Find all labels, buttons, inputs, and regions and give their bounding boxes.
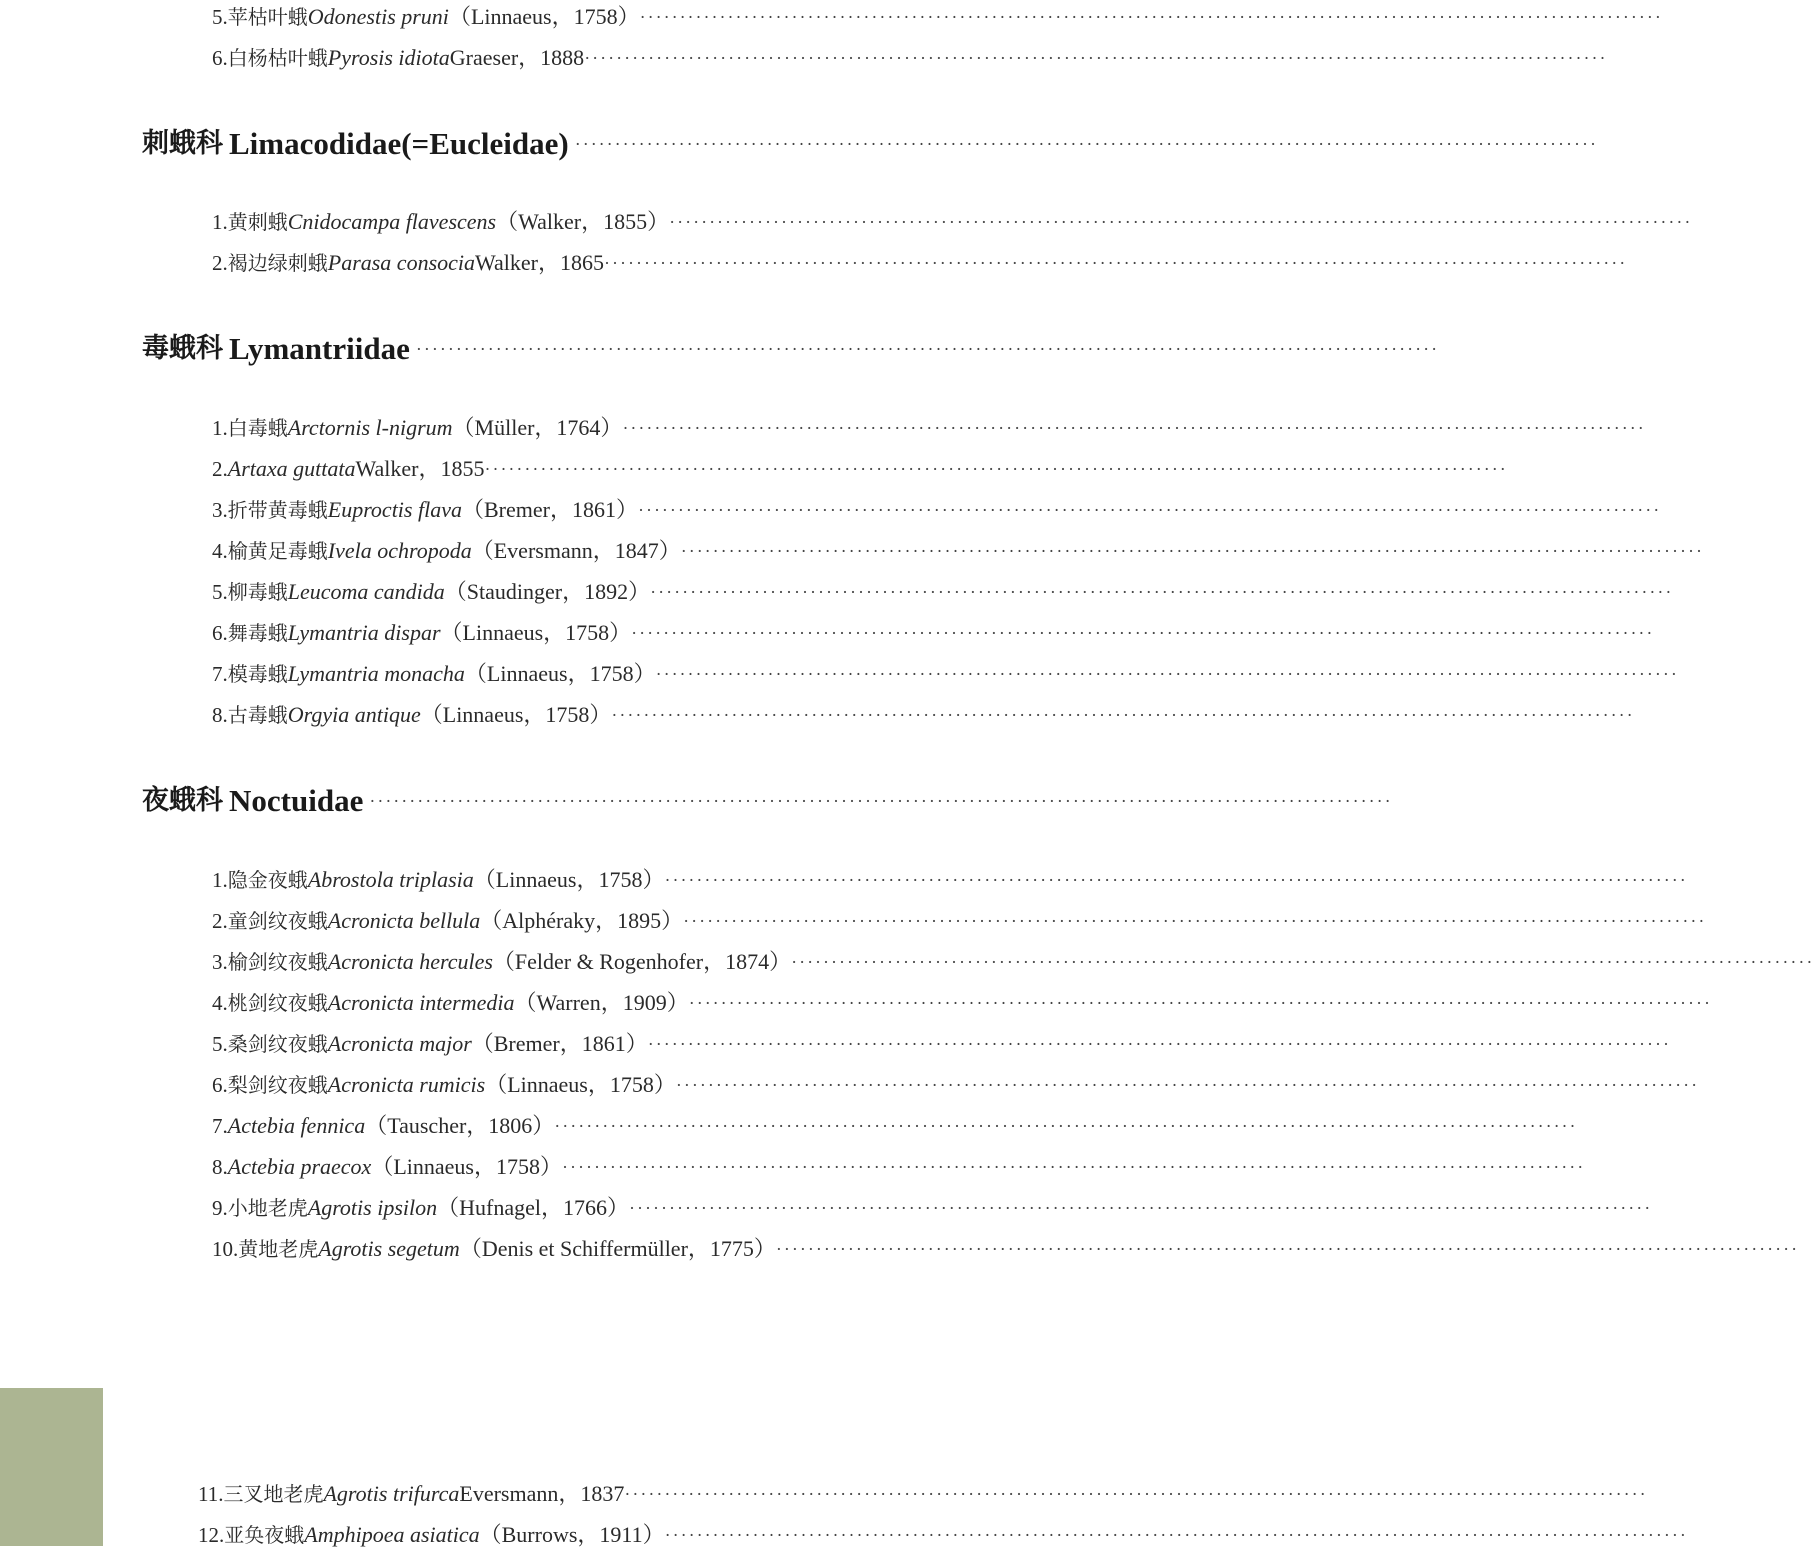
index-entry <box>212 1234 1800 1264</box>
index-entry <box>212 659 1679 689</box>
entry-authority: （Linnaeus，1758） <box>464 661 656 686</box>
entry-scientific-name: Amphipoea asiatica <box>304 1522 480 1547</box>
dot-leader: ································································································································ <box>415 339 1440 359</box>
entry-authority: Walker，1855 <box>355 456 485 481</box>
entry-scientific-name: Acronicta rumicis <box>327 1072 486 1097</box>
section-side-tab <box>0 1388 103 1546</box>
entry-authority: （Eversmann，1847） <box>471 538 681 563</box>
dot-leader: ································································································································ <box>554 1116 1578 1136</box>
index-entry <box>212 1111 1578 1141</box>
dot-leader: ································································································································ <box>647 1034 1671 1054</box>
dot-leader: ································································································································ <box>655 664 1679 684</box>
entry-authority: （Linnaeus，1758） <box>371 1154 562 1179</box>
entry-chinese-name: 舞毒蛾 <box>227 621 288 645</box>
entry-scientific-name: Lymantria dispar <box>287 620 441 645</box>
family-scientific-name: Lymantriidae <box>229 331 410 366</box>
index-entry <box>212 618 1655 648</box>
entry-number: 5. <box>212 5 228 29</box>
entry-scientific-name: Pyrosis idiota <box>327 45 450 70</box>
entry-number: 6. <box>212 621 228 645</box>
dot-leader: ································································································································ <box>622 418 1646 438</box>
dot-leader: ································································································································ <box>688 993 1712 1013</box>
entry-scientific-name: Arctornis l-nigrum <box>287 415 453 440</box>
entry-chinese-name: 苹枯叶蛾 <box>227 5 308 29</box>
entry-number: 1. <box>212 868 228 892</box>
entry-scientific-name: Actebia praecox <box>227 1154 372 1179</box>
index-entry <box>198 1520 1688 1550</box>
entry-chinese-name: 折带黄毒蛾 <box>227 498 328 522</box>
entry-scientific-name: Lymantria monacha <box>287 661 465 686</box>
entry-number: 5. <box>212 580 228 604</box>
entry-chinese-name: 亚奂夜蛾 <box>224 1523 305 1547</box>
entry-authority: （Denis et Schiffermüller，1775） <box>459 1236 776 1261</box>
entry-authority: （Linnaeus，1758） <box>420 702 612 727</box>
entry-authority: （Müller，1764） <box>452 415 623 440</box>
index-entry <box>212 947 1814 977</box>
entry-scientific-name: Abrostola triplasia <box>307 867 474 892</box>
index-entry <box>212 906 1707 936</box>
entry-authority: （Linnaeus，1758） <box>485 1072 676 1097</box>
dot-leader: ································································································································ <box>650 582 1674 602</box>
entry-chinese-name: 童剑纹夜蛾 <box>227 909 328 933</box>
entry-number: 3. <box>212 950 228 974</box>
index-entry <box>212 577 1674 607</box>
dot-leader: ································································································································ <box>637 500 1662 520</box>
entry-authority: Graeser，1888 <box>449 45 585 70</box>
dot-leader: ································································································································ <box>584 48 1608 68</box>
index-entry <box>212 1152 1586 1182</box>
entry-number: 5. <box>212 1032 228 1056</box>
family-scientific-name: Limacodidae(=Eucleidae) <box>229 126 569 161</box>
entry-authority: （Hufnagel，1766） <box>437 1195 629 1220</box>
entry-scientific-name: Agrotis ipsilon <box>307 1195 438 1220</box>
index-entry <box>212 248 1628 278</box>
entry-chinese-name: 桑剑纹夜蛾 <box>227 1032 328 1056</box>
entry-number: 9. <box>212 1196 228 1220</box>
entry-scientific-name: Odonestis pruni <box>307 4 449 29</box>
entry-number: 10. <box>212 1237 239 1261</box>
entry-number: 6. <box>212 46 228 70</box>
entry-authority: （Alphéraky，1895） <box>480 908 684 933</box>
entry-authority: Eversmann，1837 <box>459 1481 625 1506</box>
entry-chinese-name: 柳毒蛾 <box>227 580 288 604</box>
entry-authority: （Bremer，1861） <box>461 497 638 522</box>
entry-scientific-name: Acronicta hercules <box>327 949 493 974</box>
dot-leader: ································································································································ <box>791 952 1814 972</box>
entry-authority: （Linnaeus，1758） <box>448 4 640 29</box>
entry-chinese-name: 模毒蛾 <box>227 662 288 686</box>
entry-scientific-name: Agrotis segetum <box>318 1236 460 1261</box>
entry-authority: （Linnaeus，1758） <box>440 620 632 645</box>
entry-chinese-name: 白杨枯叶蛾 <box>227 46 328 70</box>
dot-leader: ································································································································ <box>675 1075 1700 1095</box>
dot-leader: ································································································································ <box>604 253 1628 273</box>
entry-scientific-name: Leucoma candida <box>287 579 445 604</box>
entry-scientific-name: Euproctis flava <box>327 497 462 522</box>
dot-leader: ································································································································ <box>561 1157 1586 1177</box>
index-entry <box>212 865 1688 895</box>
entry-authority: （Felder & Rogenhofer，1874） <box>492 949 792 974</box>
index-entry <box>212 1029 1671 1059</box>
entry-scientific-name: Orgyia antique <box>287 702 421 727</box>
entry-chinese-name: 梨剑纹夜蛾 <box>227 1073 328 1097</box>
entry-chinese-name: 隐金夜蛾 <box>227 868 308 892</box>
entry-chinese-name: 黄地老虎 <box>238 1237 319 1261</box>
dot-leader: ································································································································ <box>484 459 1508 479</box>
entry-chinese-name: 白毒蛾 <box>227 416 288 440</box>
dot-leader: ································································································································ <box>775 1239 1800 1259</box>
index-entry <box>212 454 1508 484</box>
entry-authority: Walker，1865 <box>475 250 604 275</box>
family-heading <box>142 779 1393 823</box>
entry-number: 2. <box>212 909 228 933</box>
index-entry <box>212 2 1663 32</box>
dot-leader: ································································································································ <box>683 911 1707 931</box>
index-entry <box>212 536 1704 566</box>
entry-authority: （Staudinger，1892） <box>444 579 651 604</box>
entry-scientific-name: Agrotis trifurca <box>323 1481 460 1506</box>
entry-number: 8. <box>212 703 228 727</box>
family-chinese-name: 毒蛾科 <box>142 333 223 364</box>
entry-scientific-name: Acronicta major <box>327 1031 472 1056</box>
index-entry <box>212 1193 1653 1223</box>
entry-chinese-name: 三叉地老虎 <box>223 1482 324 1506</box>
entry-scientific-name: Acronicta bellula <box>327 908 481 933</box>
family-chinese-name: 夜蛾科 <box>142 785 223 816</box>
entry-number: 3. <box>212 498 228 522</box>
entry-scientific-name: Actebia fennica <box>227 1113 366 1138</box>
entry-number: 12. <box>198 1523 225 1547</box>
entry-chinese-name: 黄刺蛾 <box>227 210 288 234</box>
index-entry <box>212 43 1608 73</box>
family-chinese-name: 刺蛾科 <box>142 128 223 159</box>
index-entry <box>212 207 1693 237</box>
entry-chinese-name: 褐边绿刺蛾 <box>227 251 328 275</box>
entry-authority: （Warren，1909） <box>514 990 689 1015</box>
dot-leader: ································································································································ <box>628 1198 1653 1218</box>
dot-leader: ································································································································ <box>664 1525 1688 1545</box>
entry-scientific-name: Acronicta intermedia <box>327 990 515 1015</box>
dot-leader: ································································································································ <box>611 705 1635 725</box>
index-entry <box>212 988 1712 1018</box>
entry-authority: （Linnaeus，1758） <box>473 867 665 892</box>
entry-scientific-name: Parasa consocia <box>327 250 476 275</box>
entry-chinese-name: 古毒蛾 <box>227 703 288 727</box>
entry-authority: （Bremer，1861） <box>471 1031 648 1056</box>
dot-leader: ································································································································ <box>369 791 1393 811</box>
entry-number: 4. <box>212 539 228 563</box>
entry-number: 6. <box>212 1073 228 1097</box>
entry-authority: （Tauscher，1806） <box>365 1113 555 1138</box>
index-entry <box>212 700 1635 730</box>
entry-number: 1. <box>212 416 228 440</box>
dot-leader: ································································································································ <box>664 870 1688 890</box>
family-scientific-name: Noctuidae <box>229 783 364 818</box>
entry-scientific-name: Ivela ochropoda <box>327 538 472 563</box>
entry-number: 7. <box>212 1114 228 1138</box>
entry-chinese-name: 小地老虎 <box>227 1196 308 1220</box>
family-heading <box>142 122 1598 166</box>
entry-authority: （Burrows，1911） <box>479 1522 665 1547</box>
entry-number: 8. <box>212 1155 228 1179</box>
index-entry <box>212 1070 1700 1100</box>
entry-number: 2. <box>212 457 228 481</box>
dot-leader: ································································································································ <box>669 212 1693 232</box>
family-heading <box>142 327 1440 371</box>
entry-number: 4. <box>212 991 228 1015</box>
entry-chinese-name: 榆黄足毒蛾 <box>227 539 328 563</box>
dot-leader: ································································································································ <box>631 623 1655 643</box>
entry-chinese-name: 榆剑纹夜蛾 <box>227 950 328 974</box>
dot-leader: ································································································································ <box>680 541 1704 561</box>
entry-scientific-name: Cnidocampa flavescens <box>287 209 497 234</box>
dot-leader: ································································································································ <box>574 134 1598 154</box>
index-entry <box>212 413 1646 443</box>
index-entry <box>198 1479 1648 1509</box>
entry-number: 1. <box>212 210 228 234</box>
entry-scientific-name: Artaxa guttata <box>227 456 356 481</box>
entry-number: 7. <box>212 662 228 686</box>
dot-leader: ································································································································ <box>639 7 1663 27</box>
index-entry <box>212 495 1662 525</box>
entry-number: 11. <box>198 1482 224 1506</box>
entry-chinese-name: 桃剑纹夜蛾 <box>227 991 328 1015</box>
entry-number: 2. <box>212 251 228 275</box>
dot-leader: ································································································································ <box>624 1484 1648 1504</box>
entry-authority: （Walker，1855） <box>496 209 670 234</box>
